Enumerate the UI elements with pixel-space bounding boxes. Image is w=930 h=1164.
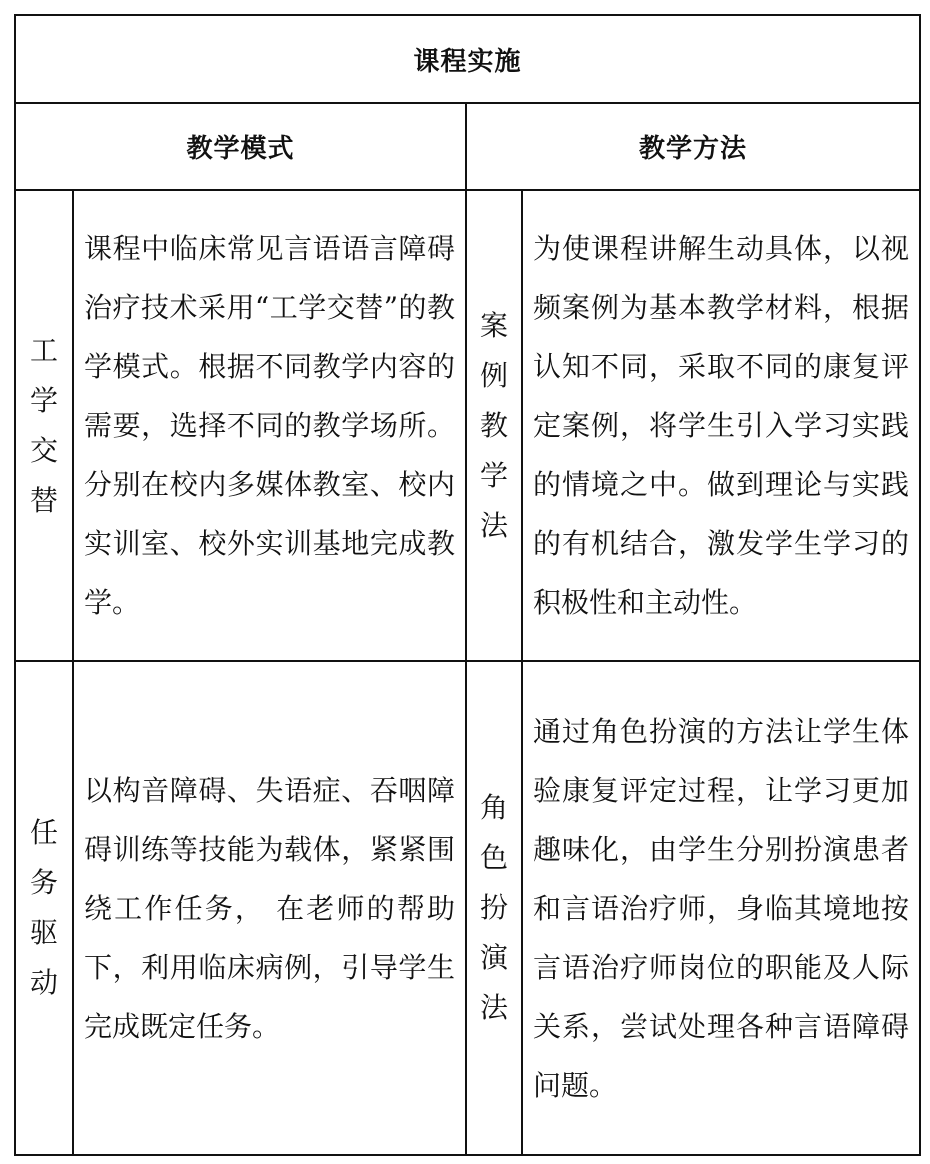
mode-label-cell bbox=[15, 661, 73, 1155]
mode-label-char: 交 bbox=[29, 433, 58, 467]
course-implementation-table bbox=[14, 14, 921, 1156]
mode-label-char: 学 bbox=[29, 383, 58, 417]
mode-label-cell bbox=[15, 190, 73, 661]
table-title: 课程实施 bbox=[15, 15, 920, 103]
method-label-char: 法 bbox=[479, 991, 508, 1024]
mode-description: 以构音障碍、失语症、吞咽障碍训练等技能为载体，紧紧围绕工作任务， 在老师的帮助下，利用临床病例，引导学生完成既定任务。 bbox=[73, 661, 466, 1155]
header-teaching-method: 教学方法 bbox=[466, 103, 920, 190]
method-label-cell bbox=[466, 190, 522, 661]
method-description: 为使课程讲解生动具体，以视频案例为基本教学材料，根据认知不同，采取不同的康复评定案例，将学生引入学习实践的情境之中。做到理论与实践的有机结合，激发学生学习的积极性和主动性。 bbox=[522, 190, 920, 661]
mode-label-char: 工 bbox=[29, 333, 58, 367]
table-row bbox=[15, 661, 920, 1155]
method-label-char: 学 bbox=[479, 458, 508, 492]
method-label-char: 教 bbox=[479, 408, 508, 442]
method-label-char: 色 bbox=[479, 841, 508, 874]
method-label-char: 例 bbox=[479, 358, 508, 392]
header-teaching-mode: 教学模式 bbox=[15, 103, 466, 190]
method-label-char: 角 bbox=[479, 791, 508, 824]
mode-label-char: 任 bbox=[29, 816, 58, 849]
mode-label-char: 务 bbox=[29, 866, 58, 899]
mode-label-char: 驱 bbox=[29, 916, 58, 949]
method-label-cell bbox=[466, 661, 522, 1155]
mode-description: 课程中临床常见言语语言障碍治疗技术采用“工学交替”的教学模式。根据不同教学内容的需要，选择不同的教学场所。分别在校内多媒体教室、校内实训室、校外实训基地完成教学。 bbox=[73, 190, 466, 661]
method-description: 通过角色扮演的方法让学生体验康复评定过程，让学习更加趣味化，由学生分别扮演患者和言语治疗师，身临其境地按言语治疗师岗位的职能及人际关系，尝试处理各种言语障碍问题。 bbox=[522, 661, 920, 1155]
method-label-char: 法 bbox=[479, 508, 508, 542]
table-row bbox=[15, 190, 920, 661]
method-label-char: 扮 bbox=[479, 891, 508, 924]
method-label-char: 演 bbox=[479, 941, 508, 974]
title-row bbox=[15, 15, 920, 103]
header-row bbox=[15, 103, 920, 190]
method-label-char: 案 bbox=[479, 308, 508, 342]
mode-label-char: 动 bbox=[29, 966, 58, 999]
mode-label-char: 替 bbox=[29, 483, 58, 517]
